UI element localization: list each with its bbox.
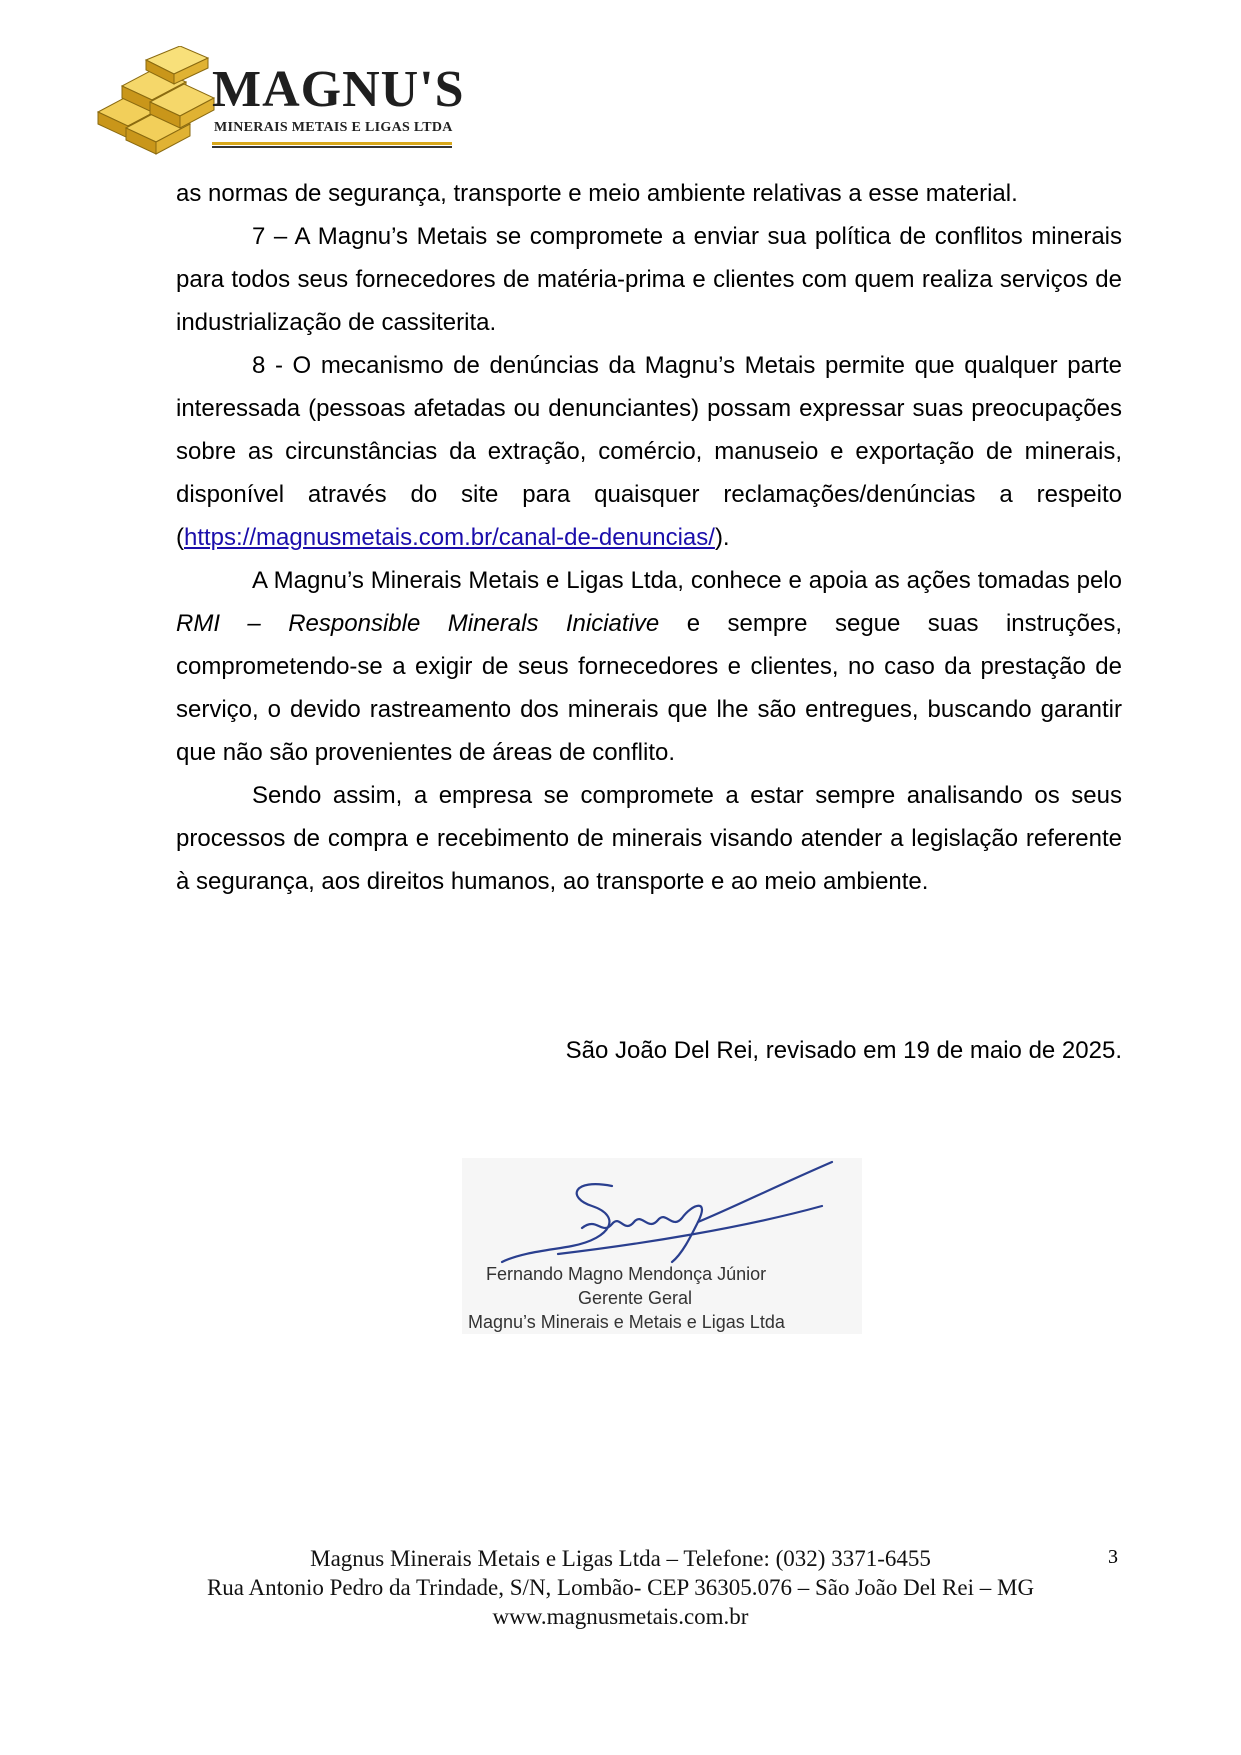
- gold-bars-logo-icon: [92, 46, 232, 162]
- letter-body: [176, 172, 1122, 903]
- signature-block: [462, 1158, 862, 1334]
- company-logo: [92, 46, 472, 162]
- logo-wordmark: MAGNU'S: [212, 61, 465, 118]
- paragraph-item-8: [176, 344, 1122, 559]
- paragraph-rmi-start: A Magnu’s Minerais Metais e Ligas Ltda, conhece e apoia as ações tomadas pelo: [252, 567, 1122, 594]
- signer-name: Fernando Magno Mendonça Júnior: [486, 1264, 767, 1284]
- logo-rule-gold: [212, 142, 452, 145]
- paragraph-item-8-end: ).: [714, 524, 730, 551]
- page-number: 3: [1108, 1546, 1118, 1568]
- dateline: São João Del Rei, revisado em 19 de maio de 2025.: [565, 1037, 1122, 1064]
- footer-company-phone: Magnus Minerais Metais e Ligas Ltda – Telefone: (032) 3371-6455: [310, 1546, 931, 1571]
- page-footer: [160, 1544, 1081, 1631]
- signer-role: Gerente Geral: [578, 1288, 693, 1308]
- paragraph-item-8-text: 8 - O mecanismo de denúncias da Magnu’s Metais permite que qualquer parte interessada (pessoas afetadas ou denunciantes) possam expressar suas preocupações sobre as circunstâncias da extração, comércio, manuseio e exportação de minerais, disponível através do site para quaisquer reclamações/denúncias a respeito (: [176, 352, 1122, 551]
- signer-company: Magnu’s Minerais e Metais e Ligas Ltda: [468, 1312, 785, 1332]
- handwritten-signature: [462, 1158, 862, 1278]
- complaints-channel-link[interactable]: https://magnusmetais.com.br/canal-de-denuncias/: [184, 524, 715, 551]
- footer-address: Rua Antonio Pedro da Trindade, S/N, Lombão- CEP 36305.076 – São João Del Rei – MG: [206, 1575, 1035, 1600]
- logo-subtitle: MINERAIS METAIS E LIGAS LTDA: [214, 120, 453, 135]
- paragraph-item-7: 7 – A Magnu’s Metais se compromete a enviar sua política de conflitos minerais para todos seus fornecedores de matéria-prima e clientes com quem realiza serviços de industrialização de cassiterita.: [176, 223, 1122, 336]
- footer-website: www.magnusmetais.com.br: [492, 1604, 749, 1629]
- paragraph-closing: Sendo assim, a empresa se compromete a estar sempre analisando os seus processos de compra e recebimento de minerais visando atender a legislação referente à segurança, aos direitos humanos, ao transporte e ao meio ambiente.: [176, 782, 1122, 895]
- paragraph-rmi-end: e sempre segue suas instruções, comprometendo-se a exigir de seus fornecedores e clientes, no caso da prestação de serviço, o devido rastreamento dos minerais que lhe são entregues, buscando garantir que não são provenientes de áreas de conflito.: [176, 610, 1122, 766]
- paragraph-continuation: as normas de segurança, transporte e meio ambiente relativas a esse material.: [176, 180, 1018, 207]
- logo-rule-dark: [212, 146, 452, 148]
- paragraph-rmi: [176, 559, 1122, 774]
- rmi-name: RMI – Responsible Minerals Iniciative: [176, 610, 660, 637]
